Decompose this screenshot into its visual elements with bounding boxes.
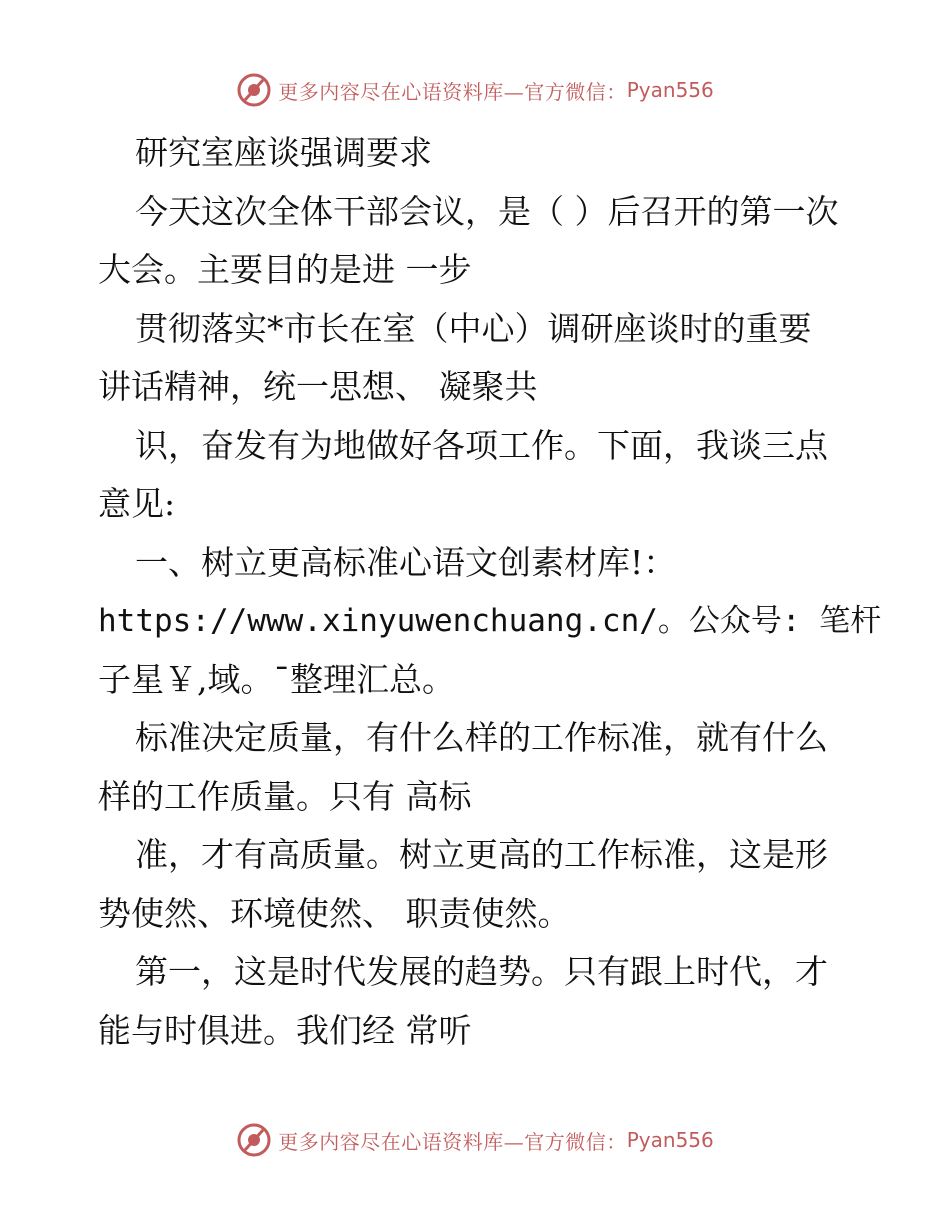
footer-watermark-text: 更多内容尽在心语资料库—官方微信： <box>278 1129 627 1154</box>
paragraph-line: 势使然、环境使然、 职责使然。 <box>98 893 571 933</box>
paragraph-line: 大会。主要目的是进 一步 <box>98 250 472 289</box>
url-line: https://www.xinyuwenchuang.cn/。公众号: 笔杆 <box>98 603 882 639</box>
section-heading: 一、树立更高标准心语文创素材库!： <box>135 542 677 582</box>
paragraph-line: 准，才有高质量。树立更高的工作标准，这是形 <box>135 835 828 874</box>
paragraph-line: 子星￥,域。¯整理汇总。 <box>98 659 455 699</box>
document-body <box>98 124 882 1060</box>
pen-logo-icon <box>236 1122 272 1158</box>
paragraph-line: 讲话精神，统一思想、 凝聚共 <box>98 367 538 406</box>
paragraph-line: 能与时俱进。我们经 常听 <box>98 1010 472 1050</box>
header-watermark-text: 更多内容尽在心语资料库—官方微信： <box>278 79 627 104</box>
pen-logo-icon <box>236 72 272 108</box>
footer-watermark-id: Pyan556 <box>626 1128 714 1152</box>
paragraph-line: 今天这次全体干部会议，是（ ）后召开的第一次 <box>135 191 839 231</box>
header-watermark-id: Pyan556 <box>626 78 714 102</box>
header-watermark <box>0 72 950 108</box>
paragraph-line: 样的工作质量。只有 高标 <box>98 776 472 816</box>
paragraph-line: 贯彻落实*市长在室（中心）调研座谈时的重要 <box>135 308 812 348</box>
paragraph-line: 标准决定质量，有什么样的工作标准，就有什么 <box>135 718 828 757</box>
document-title: 研究室座谈强调要求 <box>135 133 432 172</box>
paragraph-line: 识，奋发有为地做好各项工作。下面，我谈三点 <box>135 425 828 465</box>
paragraph-line: 意见: <box>98 484 176 523</box>
footer-watermark <box>0 1122 950 1158</box>
paragraph-line: 第一，这是时代发展的趋势。只有跟上时代，才 <box>135 952 828 991</box>
